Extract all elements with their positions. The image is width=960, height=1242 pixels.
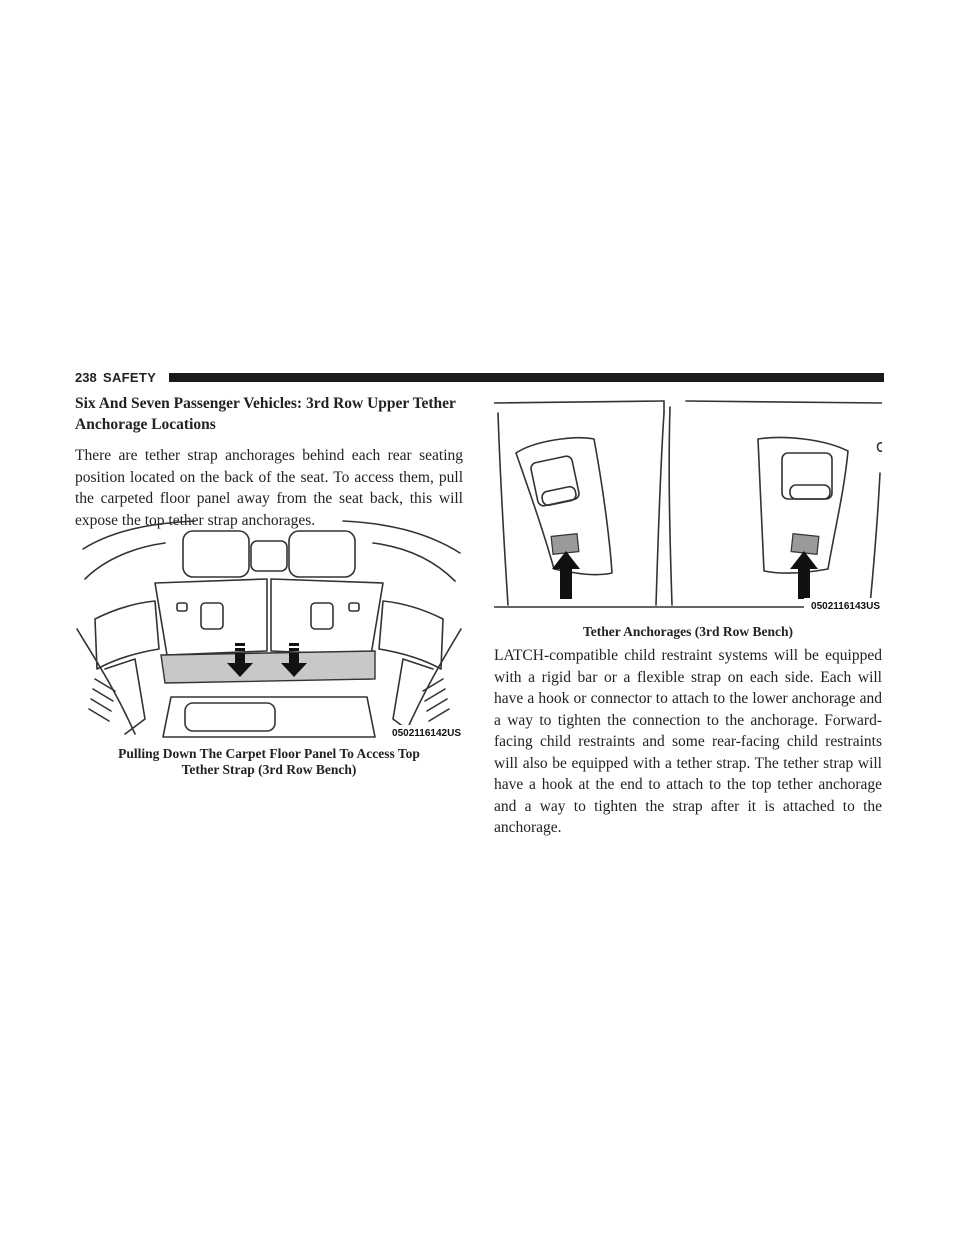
section-heading: Six And Seven Passenger Vehicles: 3rd Row Upper Tether Anchorage Locations — [75, 395, 456, 433]
header-rule — [169, 373, 884, 382]
figure1-id: 0502116142US — [392, 728, 461, 739]
figure2-id: 0502116143US — [811, 601, 880, 612]
figure1-caption-line2: Tether Strap (3rd Row Bench) — [181, 762, 357, 777]
figure1-caption — [75, 746, 463, 778]
right-column — [494, 645, 882, 839]
latch-paragraph: LATCH-compatible child restraint systems will be equipped with a rigid bar or a flexible strap on each side. Each will have a hook or connector to attach to the lower anchorage and a way to tighten the connection to the anchorage. Forward-facing child restraints and some rear-facing child restraints will also be equipped with a tether strap. The tether strap will have a hook at the end to attach to the top tether anchorage and a way to tighten the strap after it is attached to the anchorage. — [494, 647, 882, 836]
left-column — [75, 393, 463, 531]
page-number: 238 — [75, 370, 97, 385]
tether-anchorages-illustration — [494, 393, 882, 615]
figure2-caption: Tether Anchorages (3rd Row Bench) — [583, 624, 793, 639]
page-header — [75, 370, 884, 386]
cargo-area-illustration — [75, 519, 463, 741]
figure1-caption-line1: Pulling Down The Carpet Floor Panel To Access Top — [118, 746, 420, 761]
section-title: SAFETY — [103, 370, 157, 385]
intro-paragraph: There are tether strap anchorages behind each rear seating position located on the back of the seat. To access them, pull the carpeted floor panel away from the seat back, this will expose the top tether strap anchorages. — [75, 447, 463, 529]
